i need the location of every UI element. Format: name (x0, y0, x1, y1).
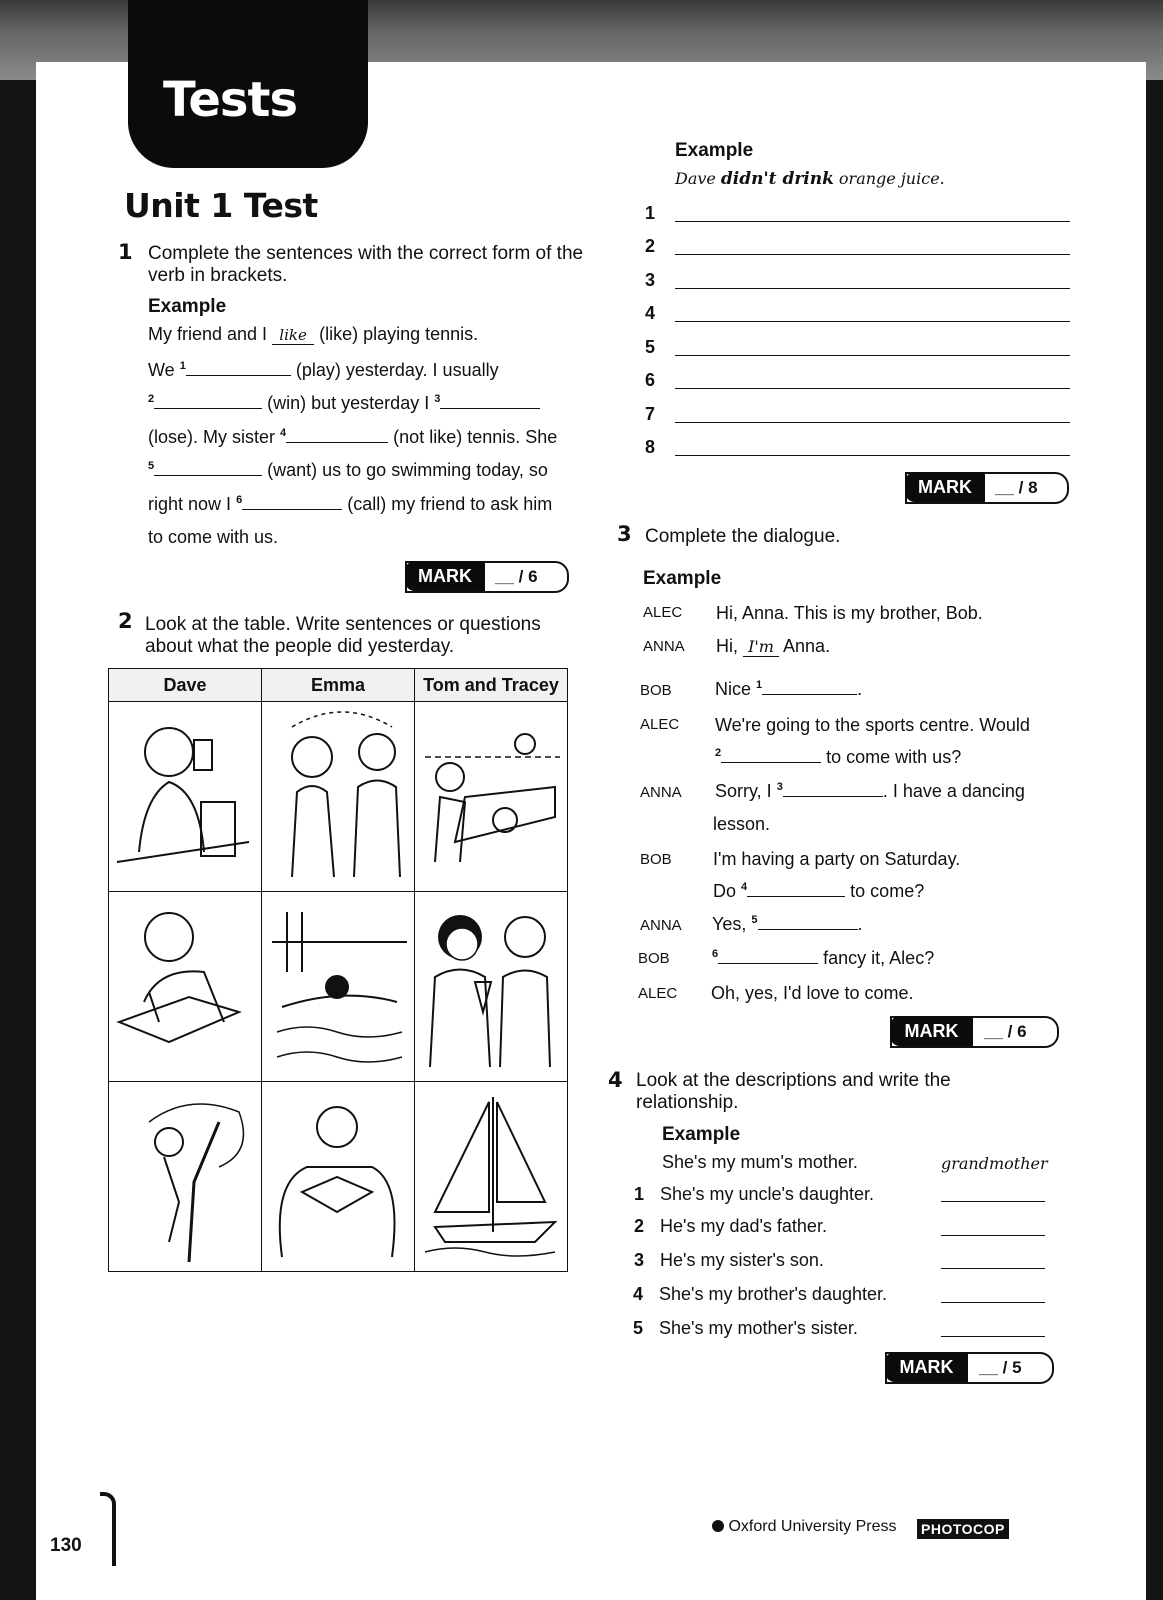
q3-mark-box (890, 1016, 1059, 1048)
dialogue-line (713, 881, 924, 902)
answer-blank[interactable] (186, 361, 291, 376)
page-number: 130 (50, 1535, 82, 1556)
q1-line-text: (call) my friend to ask him (347, 494, 553, 514)
page-bracket (100, 1492, 116, 1566)
q2-example-answer: didn't drink (720, 169, 834, 189)
activity-table (108, 668, 568, 1272)
item-number: 2 (634, 1216, 645, 1236)
answer-line-blank[interactable] (675, 422, 1070, 423)
q1-line-text: (play) yesterday. I usually (295, 360, 499, 380)
speaker-name: ALEC (643, 604, 683, 621)
q2-example-post: orange juice. (838, 169, 945, 188)
answer-blank[interactable] (783, 782, 883, 797)
answer-line-number: 5 (645, 337, 656, 357)
q1-line-6: to come with us. (148, 527, 279, 547)
q2-number: 2 (118, 609, 133, 633)
answer-blank[interactable] (747, 882, 845, 897)
picture-emma-reading (262, 1082, 415, 1272)
item-number: 3 (634, 1250, 645, 1270)
q1-instruction: Complete the sentences with the correct form of the verb in brackets. (148, 243, 584, 286)
answer-blank[interactable] (941, 1201, 1045, 1202)
q1-number: 1 (118, 240, 133, 264)
gap-number: 1 (179, 360, 186, 372)
answer-blank[interactable] (718, 949, 818, 964)
picture-tom-tracey-sailing (415, 1082, 568, 1272)
dialogue-line: Hi, Anna. This is my brother, Bob. (716, 603, 983, 623)
gap-number: 6 (236, 494, 243, 506)
speaker-name: BOB (640, 682, 672, 699)
q3-instruction: Complete the dialogue. (645, 526, 841, 547)
speaker-name: BOB (638, 950, 670, 967)
answer-blank[interactable] (154, 461, 262, 476)
q3-number: 3 (617, 522, 632, 546)
answer-blank[interactable] (154, 394, 262, 409)
answer-line-number: 7 (645, 404, 656, 424)
answer-line-blank[interactable] (675, 221, 1070, 222)
dialogue-line: lesson. (713, 814, 771, 834)
table-tennis-icon (415, 702, 567, 886)
item-text: He's my sister's son. (660, 1250, 824, 1270)
dialogue-text: . I have a dancing (882, 781, 1025, 801)
boy-drinking-icon (109, 702, 261, 886)
dialogue-text: fancy it, Alec? (823, 948, 935, 968)
answer-line-blank[interactable] (675, 254, 1070, 255)
gap-number: 5 (148, 460, 155, 472)
picture-dave-climbing (109, 1082, 262, 1272)
wedding-couple-icon (262, 702, 414, 886)
dialogue-line: We're going to the sports centre. Would (715, 715, 1030, 735)
q1-line-text: (not like) tennis. She (393, 427, 558, 447)
q1-example-answer: like (272, 326, 314, 345)
gap-number: 6 (712, 948, 719, 960)
woman-reading-icon (262, 1082, 414, 1266)
q1-example-label: Example (148, 296, 227, 317)
dialogue-text: Yes, (712, 914, 747, 934)
oup-logo-icon (712, 1520, 724, 1532)
dialogue-text: Do (713, 881, 737, 901)
dialogue-line (715, 781, 1025, 802)
answer-line (645, 236, 1075, 258)
answer-blank[interactable] (721, 748, 821, 763)
answer-line-number: 6 (645, 370, 656, 390)
dialogue-text: Nice (715, 679, 752, 699)
answer-blank[interactable] (762, 680, 857, 695)
dialogue-line: Oh, yes, I'd love to come. (711, 983, 914, 1003)
dialogue-line (716, 636, 830, 657)
speaker-name: BOB (640, 851, 672, 868)
swimmer-icon (262, 892, 414, 1076)
item-text: She's my uncle's daughter. (660, 1184, 874, 1204)
q2-mark-box (905, 472, 1069, 504)
answer-line (645, 370, 1075, 392)
q1-line-1 (148, 360, 499, 381)
answer-blank[interactable] (286, 428, 388, 443)
column-header-tom-tracey: Tom and Tracey (415, 669, 568, 702)
tree-climbing-icon (109, 1082, 261, 1266)
q3-example-answer: I'm (743, 637, 779, 657)
q1-mark-box (405, 561, 569, 593)
mark-value: __ / 8 (995, 478, 1038, 497)
answer-line-blank[interactable] (675, 321, 1070, 322)
answer-line-blank[interactable] (675, 355, 1070, 356)
speaker-name: ANNA (640, 784, 682, 801)
answer-line-number: 1 (645, 203, 656, 223)
q4-example-text: She's my mum's mother. (662, 1152, 858, 1172)
mark-value: __ / 5 (979, 1358, 1022, 1377)
column-header-emma: Emma (262, 669, 415, 702)
q1-example-post: (like) playing tennis. (319, 324, 479, 344)
dialogue-line (715, 747, 961, 768)
publisher-name: Oxford University Press (728, 1518, 897, 1535)
answer-line-number: 3 (645, 270, 656, 290)
picture-tom-tracey-ice-cream (415, 892, 568, 1082)
answer-blank[interactable] (941, 1302, 1045, 1303)
answer-line (645, 404, 1075, 426)
speaker-name: ALEC (640, 716, 680, 733)
mark-label: MARK (905, 472, 985, 502)
q2-example-pre: Dave (675, 169, 716, 188)
column-header-dave: Dave (109, 669, 262, 702)
q2-example (675, 168, 945, 189)
picture-emma-wedding (262, 702, 415, 892)
answer-line-number: 8 (645, 437, 656, 457)
q1-line-3 (148, 427, 557, 448)
answer-blank[interactable] (242, 495, 342, 510)
mark-value: __ / 6 (495, 567, 538, 586)
q1-line-text: We (148, 360, 175, 380)
dialogue-text: Hi, (716, 636, 738, 656)
answer-line-number: 4 (645, 303, 656, 323)
picture-tom-tracey-table-tennis (415, 702, 568, 892)
gap-number: 1 (756, 679, 763, 691)
answer-line-blank[interactable] (675, 455, 1070, 456)
q2-instruction: Look at the table. Write sentences or questions about what the people did yesterday. (145, 614, 541, 657)
answer-line (645, 337, 1075, 359)
q1-line-4 (148, 460, 548, 481)
dialogue-text: to come? (850, 881, 925, 901)
gap-number: 3 (434, 393, 441, 405)
ice-cream-couple-icon (415, 892, 567, 1076)
q1-line-text: right now I (148, 494, 232, 514)
mark-value: __ / 6 (984, 1022, 1027, 1041)
q1-line-text: (win) but yesterday I (267, 393, 430, 413)
item-number: 4 (633, 1284, 644, 1304)
answer-blank[interactable] (941, 1268, 1045, 1269)
speaker-name: ALEC (638, 985, 678, 1002)
q1-line-text: (want) us to go swimming today, so (267, 460, 548, 480)
q1-example (148, 324, 478, 345)
answer-line (645, 270, 1075, 292)
gap-number: 4 (741, 881, 748, 893)
speaker-name: ANNA (643, 638, 685, 655)
dialogue-text: . (857, 914, 863, 934)
q4-instruction: Look at the descriptions and write the relationship. (636, 1070, 951, 1113)
q2-example-label: Example (675, 140, 754, 161)
answer-blank[interactable] (941, 1235, 1045, 1236)
q3-example-label: Example (643, 568, 722, 589)
answer-blank[interactable] (941, 1336, 1045, 1337)
dialogue-text: Sorry, I (715, 781, 772, 801)
gap-number: 5 (751, 914, 758, 926)
picture-dave-drinking (109, 702, 262, 892)
boy-writing-icon (109, 892, 261, 1076)
answer-line-number: 2 (645, 236, 656, 256)
picture-emma-swimming (262, 892, 415, 1082)
picture-dave-homework (109, 892, 262, 1082)
dialogue-line: I'm having a party on Saturday. (713, 849, 961, 869)
dialogue-line (712, 948, 934, 969)
answer-line (645, 303, 1075, 325)
answer-line-blank[interactable] (675, 388, 1070, 389)
q1-example-pre: My friend and I (148, 324, 268, 344)
item-text: She's my mother's sister. (659, 1318, 858, 1338)
dialogue-text: to come with us? (826, 747, 962, 767)
q4-number: 4 (608, 1068, 623, 1092)
q1-line-text: (lose). My sister (148, 427, 276, 447)
photocopiable-badge: PHOTOCOP (917, 1519, 1009, 1539)
sailboat-icon (415, 1082, 567, 1266)
q4-example-answer: grandmother (941, 1154, 1048, 1173)
dialogue-text: Anna. (783, 636, 831, 656)
publisher-credit (712, 1518, 897, 1536)
q4-mark-box (885, 1352, 1054, 1384)
answer-blank[interactable] (758, 915, 858, 930)
q1-line-2 (148, 393, 540, 414)
item-number: 5 (633, 1318, 644, 1338)
answer-blank[interactable] (440, 394, 540, 409)
page-title: Unit 1 Test (124, 186, 318, 225)
item-text: He's my dad's father. (660, 1216, 827, 1236)
gap-number: 4 (280, 427, 287, 439)
q4-example-label: Example (662, 1124, 741, 1145)
gap-number: 2 (715, 747, 722, 759)
mark-label: MARK (890, 1016, 973, 1046)
answer-line (645, 203, 1075, 225)
speaker-name: ANNA (640, 917, 682, 934)
item-number: 1 (634, 1184, 645, 1204)
gap-number: 3 (776, 781, 783, 793)
answer-line-blank[interactable] (675, 288, 1070, 289)
answer-line (645, 437, 1075, 459)
item-text: She's my brother's daughter. (659, 1284, 887, 1304)
dialogue-text: . (857, 679, 863, 699)
tests-tab-label: Tests (163, 72, 298, 128)
mark-label: MARK (885, 1352, 968, 1382)
dialogue-line (712, 914, 863, 935)
dialogue-line (715, 679, 862, 700)
q1-line-5 (148, 494, 552, 515)
gap-number: 2 (148, 393, 155, 405)
mark-label: MARK (405, 561, 485, 591)
